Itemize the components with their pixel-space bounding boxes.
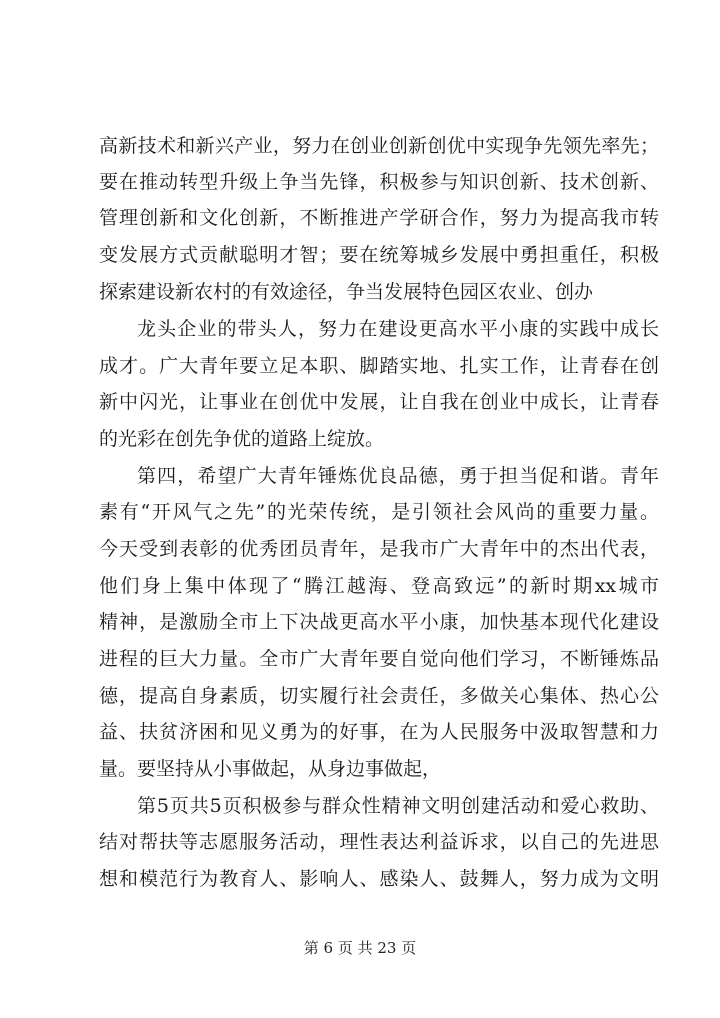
body-line-18: 量。要坚持从小事做起，从身边事做起， xyxy=(99,758,442,780)
body-line-12: 今天受到表彰的优秀团员青年，是我市广大青年中的杰出代表， xyxy=(99,538,659,560)
body-line-14: 精神，是激励全市上下决战更高水平小康，加快基本现代化建设 xyxy=(99,611,659,633)
body-line-17: 益、扶贫济困和见义勇为的好事，在为人民服务中汲取智慧和力 xyxy=(99,721,659,743)
body-line-3: 管理创新和文化创新，不断推进产学研合作，努力为提高我市转 xyxy=(99,207,659,229)
body-line-7: 成才。广大青年要立足本职、脚踏实地、扎实工作，让青春在创 xyxy=(99,355,659,377)
body-line-15: 进程的巨大力量。全市广大青年要自觉向他们学习，不断锤炼品 xyxy=(99,648,659,670)
body-line-1: 高新技术和新兴产业，努力在创业创新创优中实现争先领先率先； xyxy=(99,135,659,157)
body-line-20: 结对帮扶等志愿服务活动，理性表达利益诉求，以自己的先进思 xyxy=(99,831,659,853)
body-line-6: 龙头企业的带头人，努力在建设更高水平小康的实践中成长 xyxy=(137,318,659,340)
body-line-21: 想和模范行为教育人、影响人、感染人、鼓舞人，努力成为文明 xyxy=(99,868,659,890)
page-footer: 第 6 页 共 23 页 xyxy=(303,939,417,957)
body-line-9: 的光彩在创先争优的道路上绽放。 xyxy=(99,428,385,450)
body-line-11: 素有“开风气之先”的光荣传统，是引领社会风尚的重要力量。 xyxy=(99,501,659,523)
body-line-8: 新中闪光，让事业在创优中发展，让自我在创业中成长，让青春 xyxy=(99,391,659,413)
body-line-5: 探索建设新农村的有效途径，争当发展特色园区农业、创办 xyxy=(99,281,594,303)
body-line-4: 变发展方式贡献聪明才智；要在统筹城乡发展中勇担重任，积极 xyxy=(99,244,659,266)
body-line-2: 要在推动转型升级上争当先锋，积极参与知识创新、技术创新、 xyxy=(99,171,659,193)
body-line-10: 第四，希望广大青年锤炼优良品德，勇于担当促和谐。青年 xyxy=(137,465,659,487)
body-line-19: 第5页共5页积极参与群众性精神文明创建活动和爱心救助、 xyxy=(137,795,659,817)
body-line-16: 德，提高自身素质，切实履行社会责任，多做关心集体、热心公 xyxy=(99,685,659,707)
body-line-13: 他们身上集中体现了“腾江越海、登高致远”的新时期xx城市 xyxy=(99,575,659,597)
